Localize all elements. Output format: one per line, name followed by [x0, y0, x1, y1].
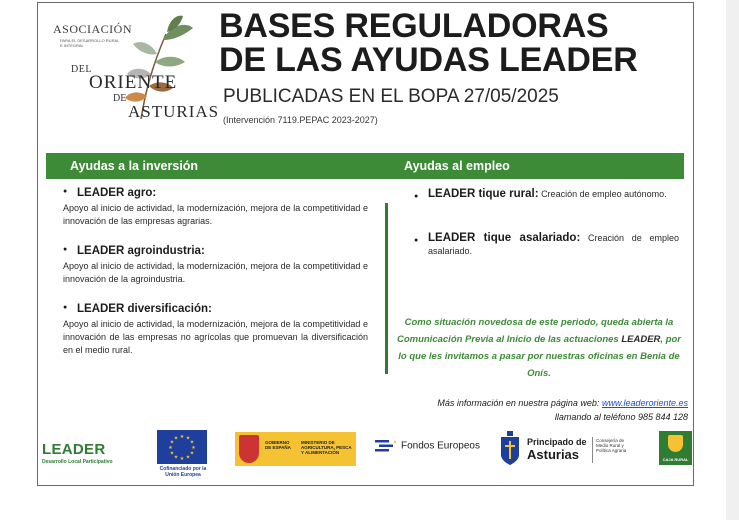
eu-logo: [157, 430, 209, 478]
svg-text:★: ★: [191, 445, 196, 451]
svg-text:★: ★: [173, 454, 179, 461]
section-header-empleo: Ayudas al empleo: [404, 159, 510, 173]
item-title: ● LEADER agroindustria:: [63, 245, 368, 257]
item-description: Apoyo al inicio de actividad, la modernización, mejora de la competitividad e innovación de la agroindustria.: [63, 261, 368, 284]
divider: [592, 437, 593, 463]
item-description: Creación de empleo autónomo.: [541, 189, 667, 199]
title-line: BASES REGULADORAS: [219, 7, 609, 45]
title-line: DE LAS AYUDAS LEADER: [219, 41, 638, 79]
notice-text: Como situación novedosa de este periodo, queda abierta la Comunicación Previa al Inicio de las actuaciones: [396, 317, 674, 345]
consejeria-text: Consejería de Medio Rural y Política Agraria: [596, 438, 627, 453]
logo-text: PARA EL DESARROLLO RURAL E INTEGRAL: [60, 38, 120, 48]
contact-info: [437, 396, 688, 424]
list-item: [63, 245, 368, 286]
inversion-list: [63, 187, 368, 357]
list-item: [63, 187, 368, 228]
leader-logo: [42, 441, 113, 465]
asturias-crest-icon: [500, 431, 520, 465]
fondos-europeos-logo: [375, 439, 480, 453]
leader-logo-subtitle: Desarrollo Local Participativo: [42, 459, 113, 465]
asturias-logo: [500, 431, 630, 467]
item-description: Creación de empleo asalariado.: [428, 233, 679, 256]
empleo-list: [414, 188, 679, 258]
notice-text: , por lo que les invitamos a pasar por nuestras oficinas en Benia de Onís.: [398, 334, 682, 379]
phone-text: llamando al teléfono 985 844 128: [554, 412, 688, 422]
eu-caption: Cofinanciado por la Unión Europea: [159, 466, 207, 478]
scrollbar-track[interactable]: [726, 0, 739, 520]
column-divider: [385, 203, 388, 374]
svg-text:★: ★: [169, 439, 175, 446]
svg-text:★: ★: [179, 456, 185, 462]
list-item: [414, 232, 679, 258]
section-header-bar: [46, 153, 684, 179]
logo-text: DE: [113, 93, 127, 104]
gobierno-text: GOBIERNO DE ESPAÑA: [265, 440, 291, 450]
intervention-code: (Intervención 7119.PEPAC 2023-2027): [223, 115, 378, 125]
svg-text:★: ★: [168, 445, 173, 451]
leader-logo-text: LEADER: [42, 441, 106, 458]
logo-text: ASOCIACIÓN: [53, 22, 133, 36]
logo-text: DEL: [71, 64, 92, 75]
poster: [37, 2, 694, 486]
svg-text:★: ★: [179, 434, 185, 440]
asturias-text: Principado de: [527, 437, 587, 447]
svg-text:★: ★: [189, 439, 195, 446]
fondos-text: Fondos Europeos: [401, 440, 480, 452]
fondos-europeos-icon: [375, 439, 399, 453]
svg-text:★: ★: [185, 454, 191, 461]
web-prefix: Más información en nuestra página web:: [437, 398, 600, 408]
gobierno-logo: [235, 432, 356, 466]
caja-rural-logo: [659, 431, 692, 465]
caja-rural-text: CAJA RURAL: [662, 457, 689, 462]
logo-text: ASTURIAS: [128, 102, 220, 121]
novelty-notice: [394, 314, 684, 382]
website-link[interactable]: www.leaderoriente.es: [601, 398, 688, 408]
list-item: [63, 303, 368, 357]
section-header-inversion: Ayudas a la inversión: [70, 159, 199, 173]
svg-text:★: ★: [173, 435, 179, 442]
page-subtitle: PUBLICADAS EN EL BOPA 27/05/2025: [223, 86, 559, 107]
item-title: ● LEADER diversificación:: [63, 303, 368, 315]
eu-flag-icon: [157, 430, 207, 464]
svg-text:★: ★: [189, 450, 195, 457]
item-description: Apoyo al inicio de actividad, la modernización, mejora de la competitividad e innovación de las empresas agrarias.: [63, 203, 368, 226]
notice-bold: LEADER: [621, 334, 661, 345]
asturias-text: Asturias: [527, 447, 580, 462]
logo-text: ORIENTE: [89, 72, 178, 93]
caja-rural-shield-icon: [668, 435, 683, 452]
association-logo: [49, 18, 220, 128]
item-title: ● LEADER agro:: [63, 187, 368, 199]
spain-shield-icon: [239, 435, 259, 463]
svg-text:★: ★: [169, 450, 175, 457]
item-title: LEADER tique rural:: [428, 188, 539, 200]
list-item: [414, 188, 679, 201]
page-title: [219, 9, 638, 77]
item-description: Apoyo al inicio de actividad, la modernización, mejora de la competitividad e innovación de las empresas no agrícolas que promuevan la diversificación en el medio rural.: [63, 319, 368, 355]
svg-text:★: ★: [185, 435, 191, 442]
ministerio-text: MINISTERIO DE AGRICULTURA, PESCA Y ALIMENTACIÓN: [301, 440, 352, 455]
item-title: LEADER tique asalariado:: [428, 232, 581, 244]
